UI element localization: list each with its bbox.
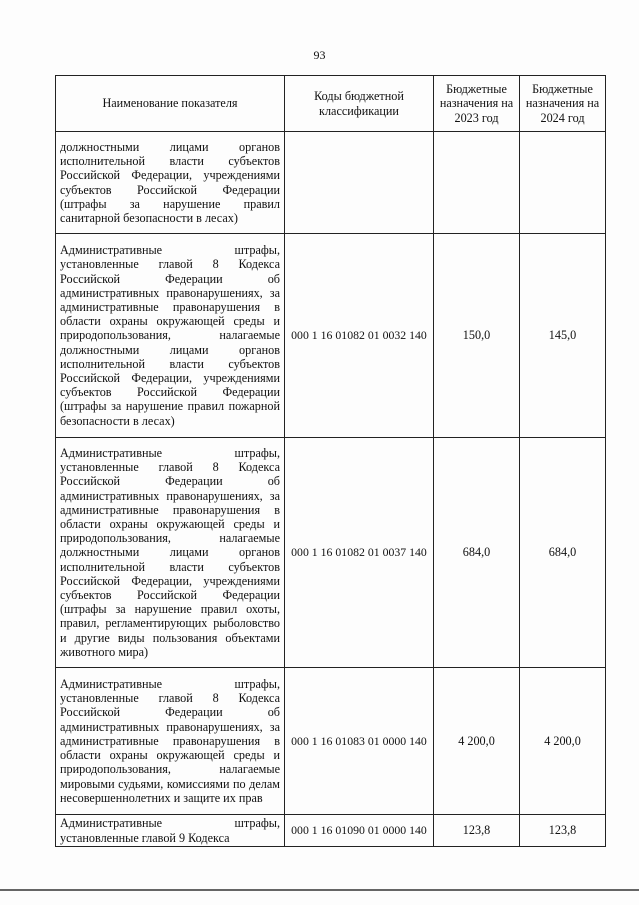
indicator-name: Административные штрафы, установленные главой 9 Кодекса <box>56 815 285 847</box>
header-indicator-name: Наименование показателя <box>56 76 285 132</box>
value-2024: 145,0 <box>520 234 606 438</box>
value-2024: 684,0 <box>520 438 606 668</box>
table-row <box>56 132 606 234</box>
header-budget-2023: Бюджетные назначения на 2023 год <box>434 76 520 132</box>
value-2023: 684,0 <box>434 438 520 668</box>
budget-code: 000 1 16 01083 01 0000 140 <box>285 668 434 815</box>
value-2023: 150,0 <box>434 234 520 438</box>
budget-code: 000 1 16 01090 01 0000 140 <box>285 815 434 847</box>
value-2024: 4 200,0 <box>520 668 606 815</box>
table-row <box>56 815 606 847</box>
indicator-name: Административные штрафы, установленные главой 8 Кодекса Российской Федерации об административных правонарушениях, за административные правонарушения в области охраны окружающей среды и природопользования, налагаемые мировыми судьями, комиссиями по делам несовершеннолетних и защите их прав <box>56 668 285 815</box>
budget-code <box>285 132 434 234</box>
header-budget-codes: Коды бюджетной классификации <box>285 76 434 132</box>
table-row <box>56 234 606 438</box>
value-2024 <box>520 132 606 234</box>
value-2023: 4 200,0 <box>434 668 520 815</box>
page-number: 93 <box>313 48 326 62</box>
table-header-row <box>56 76 606 132</box>
value-2024: 123,8 <box>520 815 606 847</box>
indicator-name: должностными лицами органов исполнительной власти субъектов Российской Федерации, учреждениями субъектов Российской Федерации (штрафы за нарушение правил санитарной безопасности в лесах) <box>56 132 285 234</box>
value-2023 <box>434 132 520 234</box>
scan-edge-line <box>0 889 639 891</box>
budget-code: 000 1 16 01082 01 0032 140 <box>285 234 434 438</box>
indicator-name: Административные штрафы, установленные главой 8 Кодекса Российской Федерации об административных правонарушениях, за административные правонарушения в области охраны окружающей среды и природопользования, налагаемые должностными лицами органов исполнительной власти субъектов Российской Федерации, учреждениями субъектов Российской Федерации (штрафы за нарушение правил охоты, правил, регламентирующих рыболовство и другие виды пользования объектами животного мира) <box>56 438 285 668</box>
budget-table <box>55 75 606 847</box>
table-row <box>56 438 606 668</box>
indicator-name: Административные штрафы, установленные главой 8 Кодекса Российской Федерации об административных правонарушениях, за административные правонарушения в области охраны окружающей среды и природопользования, налагаемые должностными лицами органов исполнительной власти субъектов Российской Федерации, учреждениями субъектов Российской Федерации (штрафы за нарушение правил пожарной безопасности в лесах) <box>56 234 285 438</box>
budget-code: 000 1 16 01082 01 0037 140 <box>285 438 434 668</box>
value-2023: 123,8 <box>434 815 520 847</box>
table-row <box>56 668 606 815</box>
header-budget-2024: Бюджетные назначения на 2024 год <box>520 76 606 132</box>
